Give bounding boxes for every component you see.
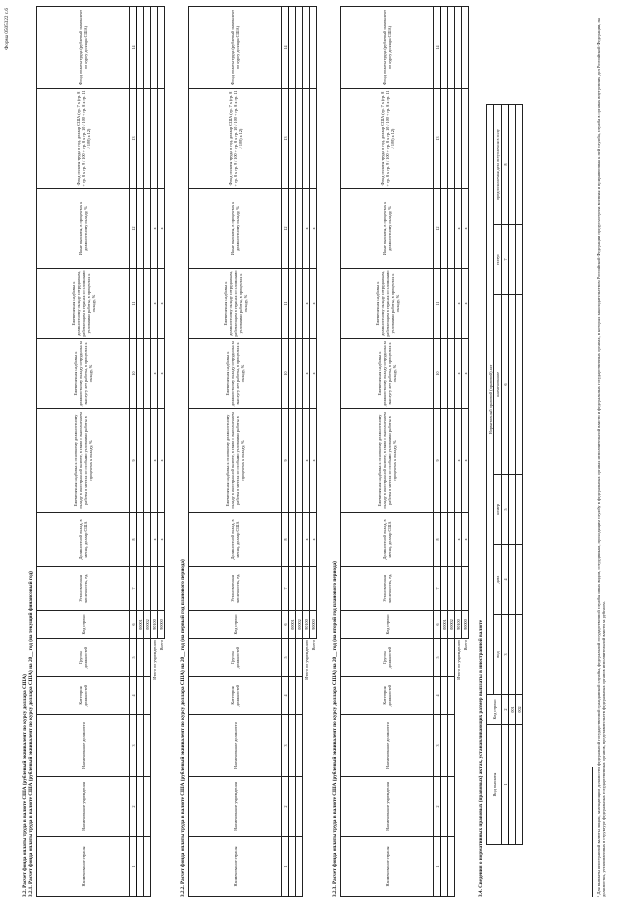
cell-input[interactable] xyxy=(289,339,296,409)
cell-input[interactable] xyxy=(151,89,158,189)
cell-input[interactable] xyxy=(137,409,144,513)
cell-input[interactable] xyxy=(516,104,523,224)
col-salary: Должностной оклад, в месяц, доллар США xyxy=(341,513,434,567)
cell-input[interactable] xyxy=(441,339,448,409)
cell-input[interactable] xyxy=(137,339,144,409)
cell-input[interactable] xyxy=(441,567,448,611)
cell-input[interactable] xyxy=(303,89,310,189)
row-code: 00002 xyxy=(448,611,455,639)
row-code: 00001 xyxy=(289,611,296,639)
total-code: 90000 xyxy=(310,611,317,639)
cell-input[interactable] xyxy=(441,189,448,269)
cell-input[interactable] xyxy=(137,837,144,897)
cell-input[interactable] xyxy=(137,513,144,567)
num-8: 8 xyxy=(502,104,509,224)
cell-input[interactable] xyxy=(509,225,516,295)
num-7: 7 xyxy=(502,225,509,295)
num-8: 8 xyxy=(434,513,441,567)
num-12: 12 xyxy=(130,189,137,269)
col-annual-fund-usd: Фонд оплаты труда в год, доллар США (гр. 7 x (гр. 8 + гр. 8 x гр. 9 / 100 + гр. 8 x гр. 10 / 100 + гр. 8 x гр. 11 / 100) x 12) xyxy=(37,89,130,189)
col-act-date: дата xyxy=(494,545,502,615)
cell-input[interactable] xyxy=(509,475,516,545)
num-4: 4 xyxy=(282,677,289,715)
col-seniority-allowance: Ежемесячная надбавка к должностному окладу сотрудника за выслугу лет работы, в процентах к окладу, % xyxy=(189,339,282,409)
col-group: Группа должностей xyxy=(341,639,434,677)
section-3-2-3-heading: 3.2.3. Расчет фонда оплаты труда в валюте США (рублевый эквивалент по курсу доллара США) на 20__ год (на второй год планового периода) xyxy=(332,561,338,897)
num-1: 1 xyxy=(502,725,509,845)
col-position: Наименование должности xyxy=(37,715,130,777)
x-mark: x xyxy=(455,189,462,269)
cell-input[interactable] xyxy=(289,189,296,269)
x-mark: x xyxy=(310,339,317,409)
cell-input[interactable] xyxy=(289,677,296,715)
col-hardship-allowance: Ежемесячная надбавка к должностному окладу сотрудникам, работающим в странах со сложными условиями работы, в процентах к окладу, % xyxy=(341,269,434,339)
table-row xyxy=(289,7,296,897)
cell-input[interactable] xyxy=(516,295,523,475)
fot-table-second-plan-year xyxy=(340,6,469,897)
cell-input[interactable] xyxy=(137,89,144,189)
legal-acts-table xyxy=(486,104,523,845)
fot-table-first-plan-year xyxy=(188,6,317,897)
col-country: Наименование страны xyxy=(341,837,434,897)
cell-input[interactable] xyxy=(144,339,151,409)
num-4: 4 xyxy=(130,677,137,715)
cell-input[interactable] xyxy=(509,295,516,475)
cell-input[interactable] xyxy=(441,513,448,567)
cell-input[interactable] xyxy=(310,89,317,189)
cell-input[interactable] xyxy=(516,615,523,695)
cell-input[interactable] xyxy=(303,567,310,611)
cell-input[interactable] xyxy=(509,725,516,845)
num-10: 10 xyxy=(130,339,137,409)
x-mark: x xyxy=(151,269,158,339)
section-3-2-heading: 3.2. Расчет фонда оплаты труда в валюте США (рублевый эквивалент по курсу доллара США) xyxy=(22,674,28,897)
num-4: 4 xyxy=(434,677,441,715)
col-headcount: Установленная численность, ед. xyxy=(341,567,434,611)
col-row-code: Код строки xyxy=(487,695,502,725)
row-code: 00001 xyxy=(441,611,448,639)
col-act-number: номер xyxy=(494,475,502,545)
col-special-allowance: Ежемесячная надбавка к основному должностному окладу в иностранной валюте, в связи с выполнением работы в местах со особыми условиями работы в процентах к окладу, % xyxy=(341,409,434,513)
num-1: 1 xyxy=(130,837,137,897)
col-category: Категория должностей xyxy=(37,677,130,715)
cell-input[interactable] xyxy=(516,475,523,545)
col-act-name: наименование xyxy=(494,295,502,475)
cell-input[interactable] xyxy=(296,269,303,339)
cell-input[interactable] xyxy=(509,104,516,224)
total-label: Всего xyxy=(462,640,468,651)
x-mark: x xyxy=(151,339,158,409)
cell-input[interactable] xyxy=(137,639,144,677)
num-11: 11 xyxy=(282,269,289,339)
cell-input[interactable] xyxy=(441,837,448,897)
subtotal-label: Итого по учреждению xyxy=(455,640,461,680)
x-mark: x xyxy=(151,409,158,513)
num-14: 14 xyxy=(434,7,441,89)
num-2: 2 xyxy=(502,695,509,725)
table-row xyxy=(516,104,523,844)
x-mark: x xyxy=(462,339,469,409)
num-2: 2 xyxy=(282,777,289,837)
cell-input[interactable] xyxy=(289,837,296,897)
num-8: 8 xyxy=(130,513,137,567)
col-other-payments: Иные выплаты, в процентах к должностному окладу, % xyxy=(341,189,434,269)
x-mark: x xyxy=(303,339,310,409)
col-annual-fund-usd: Фонд оплаты труда в год, доллар США (гр. 7 x (гр. 8 + гр. 8 x гр. 9 / 100 + гр. 8 x гр. 10 / 100 + гр. 8 x гр. 11 / 100) x 12) xyxy=(189,89,282,189)
cell-input[interactable] xyxy=(296,513,303,567)
num-2: 2 xyxy=(130,777,137,837)
total-label: Всего xyxy=(158,640,164,651)
section-3-4-heading: 3.4. Сведения о нормативных правовых (правовых) актах, устанавливающих размер выплаты в иностранной валюте xyxy=(478,619,484,897)
cell-input[interactable] xyxy=(289,715,296,777)
x-mark: x xyxy=(303,409,310,513)
cell-input[interactable] xyxy=(441,7,448,89)
col-act-status: статус xyxy=(494,225,502,295)
cell-input[interactable] xyxy=(144,837,151,897)
x-mark: x xyxy=(462,409,469,513)
cell-input[interactable] xyxy=(448,189,455,269)
col-group: Группа должностей xyxy=(37,639,130,677)
cell-input[interactable] xyxy=(455,7,462,89)
col-act-type: вид xyxy=(494,615,502,695)
num-14: 14 xyxy=(282,7,289,89)
total-code: 90000 xyxy=(158,611,165,639)
cell-input[interactable] xyxy=(462,89,469,189)
cell-input[interactable] xyxy=(289,7,296,89)
cell-input[interactable] xyxy=(441,639,448,677)
cell-input[interactable] xyxy=(289,777,296,837)
subtotal-label: Итого по учреждению xyxy=(151,640,157,680)
row-code: 002 xyxy=(516,695,523,725)
num-3: 3 xyxy=(130,715,137,777)
table-row xyxy=(137,7,144,897)
num-1: 1 xyxy=(434,837,441,897)
cell-input[interactable] xyxy=(296,189,303,269)
cell-input[interactable] xyxy=(137,567,144,611)
num-11: 11 xyxy=(434,269,441,339)
cell-input[interactable] xyxy=(296,837,303,897)
num-3: 3 xyxy=(434,715,441,777)
fot-table-current-year xyxy=(36,6,165,897)
cell-input[interactable] xyxy=(310,567,317,611)
col-institution: Наименование учреждения xyxy=(341,777,434,837)
cell-input[interactable] xyxy=(289,567,296,611)
cell-input[interactable] xyxy=(441,89,448,189)
table-row xyxy=(509,104,516,844)
x-mark: x xyxy=(158,513,165,567)
cell-input[interactable] xyxy=(144,7,151,89)
num-5: 5 xyxy=(282,639,289,677)
subtotal-row xyxy=(151,7,158,897)
num-6: 6 xyxy=(434,611,441,639)
cell-input[interactable] xyxy=(144,189,151,269)
cell-input[interactable] xyxy=(289,269,296,339)
subtotal-label: Итого по учреждению xyxy=(303,640,309,680)
col-other-payments: Иные выплаты, в процентах к должностному окладу, % xyxy=(189,189,282,269)
total-row xyxy=(158,7,165,897)
col-annual-fund-usd: Фонд оплаты труда в год, доллар США (гр. 7 x (гр. 8 + гр. 8 x гр. 9 / 100 + гр. 8 x гр. 10 / 100 + гр. 8 x гр. 11 / 100) x 12) xyxy=(341,89,434,189)
col-category: Категория должностей xyxy=(341,677,434,715)
col-hardship-allowance: Ежемесячная надбавка к должностному окладу сотрудникам, работающим в странах со сложными условиями работы, в процентах к окладу, % xyxy=(37,269,130,339)
x-mark: x xyxy=(303,189,310,269)
x-mark: x xyxy=(455,339,462,409)
num-1: 1 xyxy=(282,837,289,897)
cell-input[interactable] xyxy=(509,615,516,695)
cell-input[interactable] xyxy=(296,567,303,611)
x-mark: x xyxy=(303,269,310,339)
num-14: 14 xyxy=(130,7,137,89)
num-13: 13 xyxy=(282,89,289,189)
col-position: Наименование должности xyxy=(189,715,282,777)
x-mark: x xyxy=(158,409,165,513)
x-mark: x xyxy=(158,269,165,339)
cell-input[interactable] xyxy=(455,567,462,611)
cell-input[interactable] xyxy=(310,7,317,89)
total-row xyxy=(310,7,317,897)
total-row xyxy=(462,7,469,897)
footnote: ¹ Для выплаты иностранной валюты лицам, замещающим должности федеральной государственной гражданской службы, федеральной государственной службы иных видов, сотрудникам, проходящим службу в федеральных органах исполнительной власти и федеральных государственных органах, в которых законодательством Российской Федерации предусмотрена военная и приравненная к ней служба, служба в органах внутренних дел Российской Федерации, на должностях, установленных в структуре федеральных государственных органов, представительств федеральных органов исполнительной власти за рубежом. xyxy=(596,18,607,897)
x-mark: x xyxy=(303,513,310,567)
footnote-divider xyxy=(592,767,593,897)
cell-input[interactable] xyxy=(144,715,151,777)
subtotal-code: 90100 xyxy=(151,611,158,639)
col-salary: Должностной оклад, в месяц, доллар США xyxy=(189,513,282,567)
cell-input[interactable] xyxy=(303,7,310,89)
cell-input[interactable] xyxy=(289,409,296,513)
cell-input[interactable] xyxy=(516,225,523,295)
cell-input[interactable] xyxy=(296,715,303,777)
cell-input[interactable] xyxy=(462,567,469,611)
num-3: 3 xyxy=(282,715,289,777)
num-11: 11 xyxy=(130,269,137,339)
col-salary: Должностной оклад, в месяц, доллар США xyxy=(37,513,130,567)
cell-input[interactable] xyxy=(144,567,151,611)
cell-input[interactable] xyxy=(137,677,144,715)
row-code: 00002 xyxy=(144,611,151,639)
cell-input[interactable] xyxy=(448,567,455,611)
row-code: 00001 xyxy=(137,611,144,639)
cell-input[interactable] xyxy=(144,639,151,677)
num-9: 9 xyxy=(282,409,289,513)
cell-input[interactable] xyxy=(462,7,469,89)
col-fund-rub: Фонд оплаты труда (рублевый эквивалент по курсу доллара США) xyxy=(341,7,434,89)
table-row xyxy=(144,7,151,897)
col-group: Группа должностей xyxy=(189,639,282,677)
table-row xyxy=(296,7,303,897)
col-special-allowance: Ежемесячная надбавка к основному должностному окладу в иностранной валюте, в связи с выполнением работы в местах со особыми условиями работы в процентах к окладу, % xyxy=(37,409,130,513)
subtotal-code: 90100 xyxy=(455,611,462,639)
cell-input[interactable] xyxy=(289,89,296,189)
col-special-allowance: Ежемесячная надбавка к основному должностному окладу в иностранной валюте, в связи с выполнением работы в местах со особыми условиями работы в процентах к окладу, % xyxy=(189,409,282,513)
x-mark: x xyxy=(310,513,317,567)
cell-input[interactable] xyxy=(158,89,165,189)
x-mark: x xyxy=(462,513,469,567)
x-mark: x xyxy=(462,269,469,339)
num-12: 12 xyxy=(434,189,441,269)
col-row-code: Код строки xyxy=(341,611,434,639)
col-fund-rub: Фонд оплаты труда (рублевый эквивалент по курсу доллара США) xyxy=(189,7,282,89)
num-7: 7 xyxy=(282,567,289,611)
x-mark: x xyxy=(310,189,317,269)
section-3-2-2-heading: 3.2.2. Расчет фонда оплаты труда в валюте США (рублевый эквивалент по курсу доллара США) на 20__ год (на первый год планового периода) xyxy=(180,559,186,897)
num-10: 10 xyxy=(282,339,289,409)
col-seniority-allowance: Ежемесячная надбавка к должностному окладу сотрудника за выслугу лет работы, в процентах к окладу, % xyxy=(341,339,434,409)
cell-input[interactable] xyxy=(296,777,303,837)
cell-input[interactable] xyxy=(151,567,158,611)
legal-act-group-header: Нормативный правовой (правовой) акт xyxy=(487,104,494,694)
col-payment-type: Вид выплаты xyxy=(487,725,502,845)
col-headcount: Установленная численность, ед. xyxy=(189,567,282,611)
subtotal-code: 90100 xyxy=(303,611,310,639)
num-13: 13 xyxy=(130,89,137,189)
col-row-code: Код строки xyxy=(37,611,130,639)
col-hardship-allowance: Ежемесячная надбавка к должностному окладу сотрудникам, работающим в странах со сложными условиями работы, в процентах к окладу, % xyxy=(189,269,282,339)
cell-input[interactable] xyxy=(144,409,151,513)
cell-input[interactable] xyxy=(151,7,158,89)
cell-input[interactable] xyxy=(516,725,523,845)
x-mark: x xyxy=(151,513,158,567)
num-7: 7 xyxy=(434,567,441,611)
section-3-2-1-heading: 3.2.1. Расчет фонда оплаты труда в валюте США (рублевый эквивалент по курсу доллара США) на 20__ год (на текущий финансовый год) xyxy=(28,571,34,897)
cell-input[interactable] xyxy=(448,339,455,409)
cell-input[interactable] xyxy=(441,715,448,777)
cell-input[interactable] xyxy=(296,89,303,189)
cell-input[interactable] xyxy=(448,639,455,677)
cell-input[interactable] xyxy=(137,777,144,837)
col-seniority-allowance: Ежемесячная надбавка к должностному окладу сотрудника за выслугу лет работы, в процентах к окладу, % xyxy=(37,339,130,409)
num-7: 7 xyxy=(130,567,137,611)
num-10: 10 xyxy=(434,339,441,409)
cell-input[interactable] xyxy=(448,715,455,777)
table-row xyxy=(448,7,455,897)
x-mark: x xyxy=(310,269,317,339)
num-3: 3 xyxy=(502,615,509,695)
col-country: Наименование страны xyxy=(189,837,282,897)
cell-input[interactable] xyxy=(144,269,151,339)
num-5: 5 xyxy=(130,639,137,677)
cell-input[interactable] xyxy=(441,677,448,715)
col-other-payments: Иные выплаты, в процентах к должностному окладу, % xyxy=(37,189,130,269)
x-mark: x xyxy=(151,189,158,269)
x-mark: x xyxy=(462,189,469,269)
cell-input[interactable] xyxy=(296,677,303,715)
cell-input[interactable] xyxy=(448,677,455,715)
cell-input[interactable] xyxy=(137,189,144,269)
col-headcount: Установленная численность, ед. xyxy=(37,567,130,611)
num-5: 5 xyxy=(502,475,509,545)
cell-input[interactable] xyxy=(448,513,455,567)
num-4: 4 xyxy=(502,545,509,615)
cell-input[interactable] xyxy=(448,409,455,513)
x-mark: x xyxy=(158,189,165,269)
col-country: Наименование страны xyxy=(37,837,130,897)
cell-input[interactable] xyxy=(296,339,303,409)
cell-input[interactable] xyxy=(144,777,151,837)
num-2: 2 xyxy=(434,777,441,837)
table-row xyxy=(441,7,448,897)
cell-input[interactable] xyxy=(296,7,303,89)
subtotal-row xyxy=(455,7,462,897)
x-mark: x xyxy=(455,409,462,513)
cell-input[interactable] xyxy=(144,513,151,567)
subtotal-row xyxy=(303,7,310,897)
cell-input[interactable] xyxy=(448,269,455,339)
cell-input[interactable] xyxy=(455,89,462,189)
cell-input[interactable] xyxy=(137,269,144,339)
cell-input[interactable] xyxy=(448,7,455,89)
cell-input[interactable] xyxy=(448,777,455,837)
col-institution: Наименование учреждения xyxy=(37,777,130,837)
cell-input[interactable] xyxy=(516,545,523,615)
num-13: 13 xyxy=(434,89,441,189)
num-6: 6 xyxy=(282,611,289,639)
num-6: 6 xyxy=(130,611,137,639)
cell-input[interactable] xyxy=(509,545,516,615)
num-5: 5 xyxy=(434,639,441,677)
col-act-effective-date: предполагаемая дата вступления в силу xyxy=(494,104,502,224)
form-code: Форма 0505322 с.6 xyxy=(4,8,10,50)
cell-input[interactable] xyxy=(158,7,165,89)
cell-input[interactable] xyxy=(144,89,151,189)
cell-input[interactable] xyxy=(289,513,296,567)
col-fund-rub: Фонд оплаты труда (рублевый эквивалент по курсу доллара США) xyxy=(37,7,130,89)
num-9: 9 xyxy=(434,409,441,513)
cell-input[interactable] xyxy=(158,567,165,611)
num-12: 12 xyxy=(282,189,289,269)
cell-input[interactable] xyxy=(144,677,151,715)
cell-input[interactable] xyxy=(448,89,455,189)
cell-input[interactable] xyxy=(448,837,455,897)
cell-input[interactable] xyxy=(296,639,303,677)
col-row-code: Код строки xyxy=(189,611,282,639)
cell-input[interactable] xyxy=(441,777,448,837)
x-mark: x xyxy=(158,339,165,409)
row-code: 00002 xyxy=(296,611,303,639)
x-mark: x xyxy=(310,409,317,513)
x-mark: x xyxy=(455,269,462,339)
col-institution: Наименование учреждения xyxy=(189,777,282,837)
total-label: Всего xyxy=(310,640,316,651)
cell-input[interactable] xyxy=(296,409,303,513)
cell-input[interactable] xyxy=(137,7,144,89)
row-code: 001 xyxy=(509,695,516,725)
cell-input[interactable] xyxy=(137,715,144,777)
num-8: 8 xyxy=(282,513,289,567)
total-code: 90000 xyxy=(462,611,469,639)
cell-input[interactable] xyxy=(289,639,296,677)
num-6: 6 xyxy=(502,295,509,475)
num-9: 9 xyxy=(130,409,137,513)
col-position: Наименование должности xyxy=(341,715,434,777)
cell-input[interactable] xyxy=(441,269,448,339)
cell-input[interactable] xyxy=(441,409,448,513)
x-mark: x xyxy=(455,513,462,567)
col-category: Категория должностей xyxy=(189,677,282,715)
